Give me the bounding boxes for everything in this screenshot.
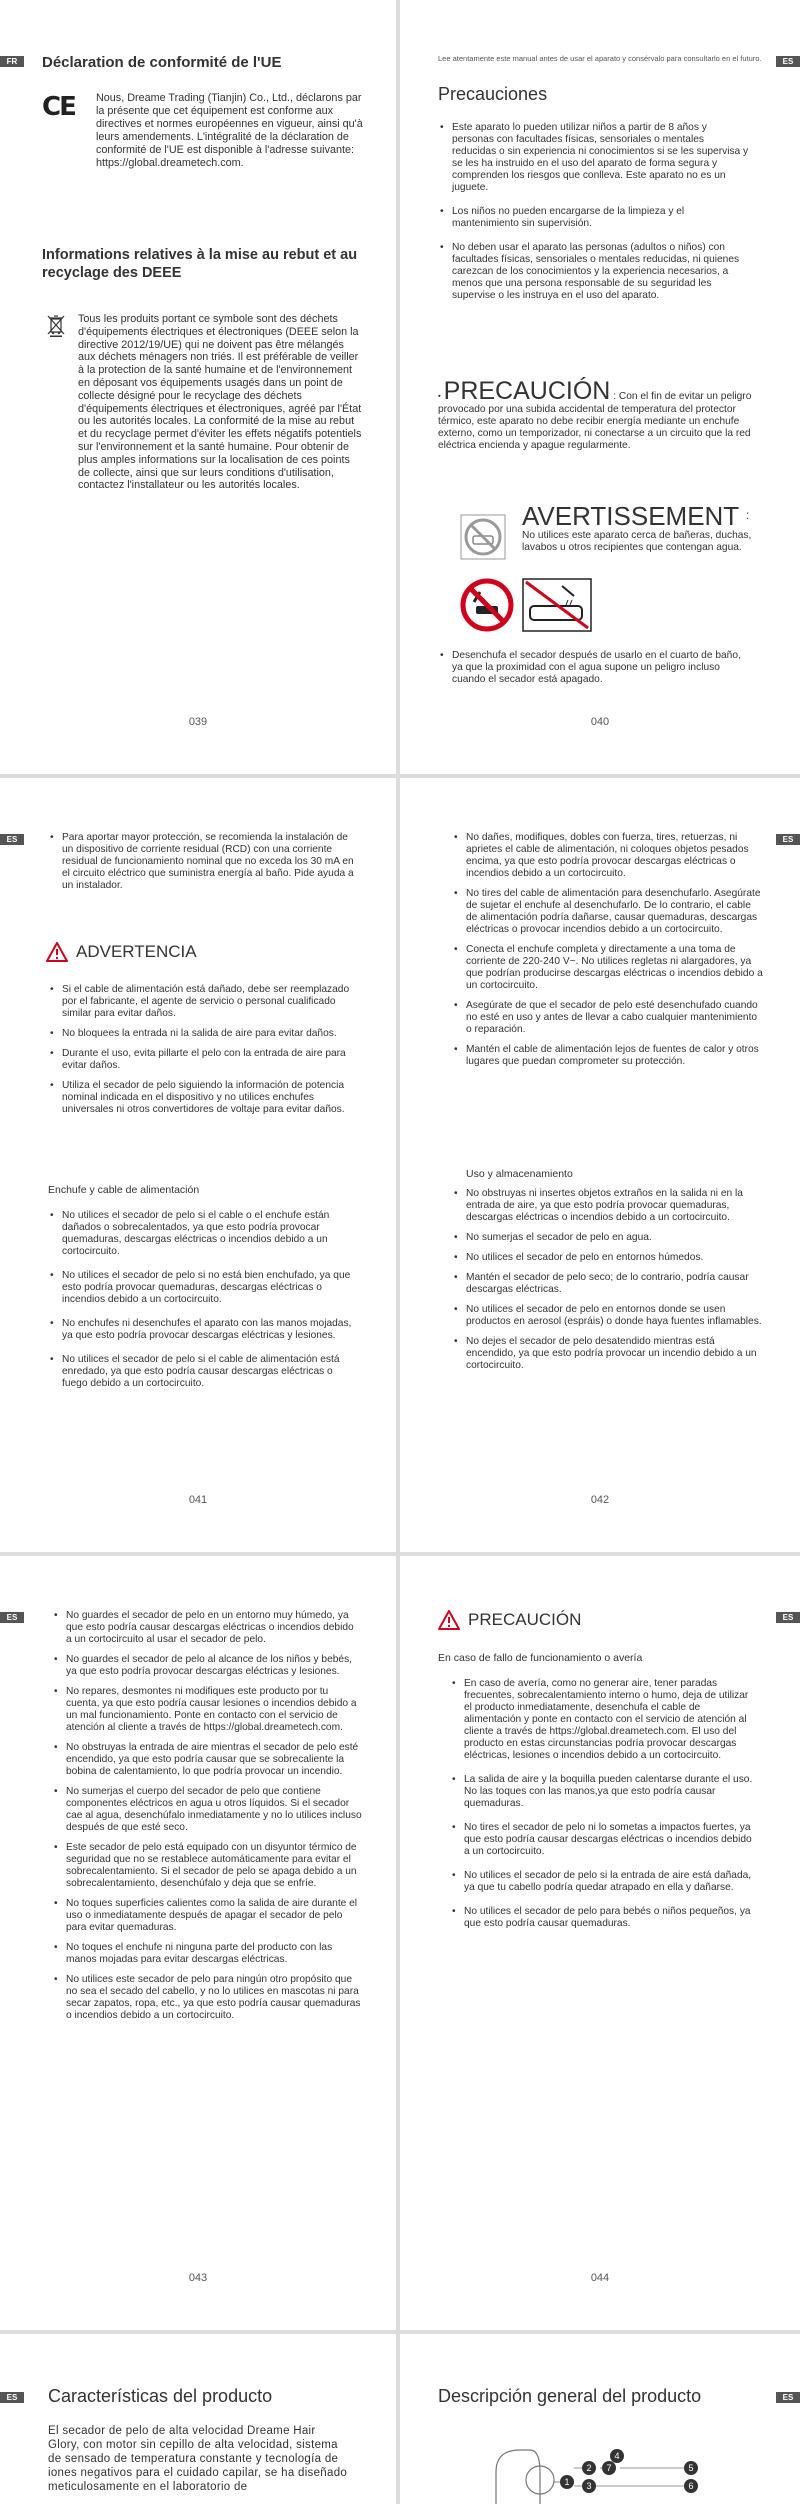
list-item: • No guardes el secador de pelo en un entorno muy húmedo, ya que esto podría causar descargas eléctricas o incendios debido a un cortocircuito al usar el secador de pelo. (52, 1610, 362, 1646)
list-item: • La salida de aire y la boquilla pueden calentarse durante el uso. No las toques con las manos,ya que esto podría causar quemaduras. (450, 1774, 754, 1810)
list-item: • No guardes el secador de pelo al alcance de los niños y bebés, ya que esto podría provocar descargas eléctricas y lesiones. (52, 1654, 362, 1678)
list-item: • Mantén el cable de alimentación lejos de fuentes de calor y otros lugares que puedan comprometer su protección. (452, 1044, 764, 1068)
list-item: • No bloquees la entrada ni la salida de aire para evitar daños. (48, 1028, 360, 1040)
section-subtitle: Uso y almacenamiento (466, 1168, 573, 1180)
deee-text: Tous les produits portant ce symbole sont des déchets d'équipements électriques et électroniques (DEEE selon la directive 2012/19/UE) qui ne doivent pas être mélangés aux déchets ménagers non triés. Il est préférable de veiller à la protection de la santé humaine et de l'environnement en déposant vos équipements usagés dans un point de collecte désigné pour le recyclage des déchets d'équipements électriques et électroniques, agréé par l'État ou les autorités locales. La conformité de la mise au rebut et du recyclage permet d'éviter les effets négatifs potentiels sur l'environnement et la santé humaine. Pour obtenir de plus amples informations sur la localisation de ces points de collecte, ainsi que sur leurs conditions d'utilisation, contactez l'installateur ou les autorités locales. (78, 313, 362, 492)
avertissement-text: No utilices este aparato cerca de bañeras, duchas, lavabos u otros recipientes que contengan agua. (522, 530, 752, 553)
list-item: • Desenchufa el secador después de usarlo en el cuarto de baño, ya que la proximidad con el agua supone un peligro incluso cuando el secador está apagado. (438, 650, 750, 686)
list-item: • No toques el enchufe ni ninguna parte del producto con las manos mojadas para evitar descargas eléctricas. (52, 1942, 362, 1966)
page-number: 040 (590, 716, 610, 728)
bathtub-warning-icon (460, 514, 506, 560)
page-043 (0, 1556, 396, 2330)
page-046 (400, 2334, 800, 2504)
page-041 (0, 778, 396, 1552)
page-title: Precauciones (438, 84, 548, 104)
page-title: Descripción general del producto (438, 2386, 702, 2406)
list-item: • No deben usar el aparato las personas (adultos o niños) con facultades físicas, sensoriales o mentales reducidas, ni quienes carezcan de los conocimientos y la experiencia necesarios, a menos que una persona responsable de su seguridad les supervise o les instruya en el uso del aparato. (438, 242, 750, 302)
caution-heading (438, 1610, 581, 1630)
malfunction-list (450, 1678, 754, 1942)
list-item: • No utilices el secador de pelo para bebés o niños pequeños, ya que esto podría causar quemaduras. (450, 1906, 754, 1930)
list-item: • No dejes el secador de pelo desatendido mientras está encendido, ya que esto podría provocar un incendio debido a un cortocircuito. (452, 1336, 764, 1372)
list-item: • No sumerjas el cuerpo del secador de pelo que contiene componentes eléctricos en agua u otros líquidos. Si el secador cae al agua, desenchúfalo inmediatamente y no lo utilices incluso después de que esté seco. (52, 1786, 362, 1834)
section-subtitle: Enchufe y cable de alimentación (48, 1184, 200, 1196)
rcd-list (48, 832, 360, 904)
precautions-list (438, 122, 750, 314)
cable-list (452, 832, 764, 1076)
callout-2: 2 (582, 2461, 596, 2475)
precaution-word: PRECAUCIÓN (443, 377, 611, 405)
list-item: • No utilices el secador de pelo si el cable de alimentación está enredado, ya que esto podría causar descargas eléctricas o fuego debido a un cortocircuito. (48, 1354, 360, 1390)
caution-title: PRECAUCIÓN (468, 1610, 582, 1629)
no-bath-use-icon (460, 578, 514, 632)
use-storage-list (452, 1188, 764, 1380)
warning-list (48, 984, 360, 1124)
list-item: • Este aparato lo pueden utilizar niños a partir de 8 años y personas con facultades físicas, sensoriales o mentales reducidas o sin experiencia ni conocimientos si se les supervisa y se les ha instruido en el uso del aparato de forma segura y comprenden los riesgos que conlleva. Este aparato no es un juguete. (438, 122, 750, 194)
page-number: 041 (188, 1494, 208, 1506)
callout-1: 1 (560, 2475, 574, 2489)
page-number: 039 (188, 716, 208, 728)
list-item: • Durante el uso, evita pillarte el pelo con la entrada de aire para evitar daños. (48, 1048, 360, 1072)
list-item: • Conecta el enchufe completa y directamente a una toma de corriente de 220-240 V~. No utilices regletas ni alargadores, ya que podrían producirse descargas eléctricas o incendios debido a un cortocircuito. (452, 944, 764, 992)
page-042 (400, 778, 800, 1552)
warning-triangle-icon (46, 942, 68, 962)
list-item: • No utilices el secador de pelo si la entrada de aire está dañada, ya que tu cabello podría quedar atrapado en ella y dañarse. (450, 1870, 754, 1894)
list-item: • Para aportar mayor protección, se recomienda la instalación de un dispositivo de corriente residual (RCD) con una corriente residual de funcionamiento nominal que no exceda los 30 mA en el circuito eléctrico que suministra energía al baño. Pide ayuda a un instalador. (48, 832, 360, 892)
language-tab: ES (0, 834, 24, 845)
callout-6: 6 (684, 2479, 698, 2493)
precaution-block: • PRECAUCIÓN : Con el fin de evitar un peligro provocado por una subida accidental de temperatura del protector térmico, este aparato no debe recibir energía mediante un enchufe externo, como un temporizador, ni conectarse a un circuito que la red eléctrica encienda y apague regularmente. (438, 377, 752, 451)
language-tab: ES (776, 2392, 800, 2403)
list-item: • Utiliza el secador de pelo siguiendo la información de potencia nominal indicada en el dispositivo y no utilices enchufes universales ni otros convertidores de voltaje para evitar daños. (48, 1080, 360, 1116)
list-item: • En caso de avería, como no generar aire, tener paradas frecuentes, sobrecalentamiento interno o humo, deja de utilizar el producto inmediatamente, desenchufa el cable de alimentación y ponte en contacto con el servicio de atención al cliente a través de https://global.dreametech.com. El uso del producto en estas circunstancias podría provocar descargas eléctricas, lesiones o incendios debido a un cortocircuito. (450, 1678, 754, 1762)
language-tab: ES (776, 834, 800, 845)
avertissement-colon: : (746, 508, 750, 522)
precautions-list-end (438, 650, 750, 698)
language-tab: ES (776, 56, 800, 67)
list-item: • No enchufes ni desenchufes el aparato con las manos mojadas, ya que esto podría provocar descargas eléctricas y lesiones. (48, 1318, 360, 1342)
storage-list (52, 1610, 362, 2030)
callout-3: 3 (582, 2479, 596, 2493)
list-item: • No tires del cable de alimentación para desenchufarlo. Asegúrate de sujetar el enchufe al desenchufarlo. De lo contrario, el cable de alimentación podría dañarse, causar quemaduras, descargas eléctricas o provocar incendios debido a un cortocircuito. (452, 888, 764, 936)
language-tab: FR (0, 56, 24, 67)
list-item: • No obstruyas ni insertes objetos extraños en la salida ni en la entrada de aire, ya que esto podría provocar quemaduras, descargas eléctricas o incendios debido a un cortocircuito. (452, 1188, 764, 1224)
avertissement-word: AVERTISSEMENT (522, 501, 740, 531)
language-tab: ES (0, 2392, 24, 2403)
list-item: • Asegúrate de que el secador de pelo esté desenchufado cuando no esté en uso y antes de llevar a cabo cualquier mantenimiento o reparación. (452, 1000, 764, 1036)
list-item: • No toques superficies calientes como la salida de aire durante el uso o inmediatamente después de apagar el secador de pelo para evitar quemaduras. (52, 1898, 362, 1934)
callout-7: 7 (602, 2461, 616, 2475)
page-title: Características del producto (48, 2386, 273, 2406)
list-item: • No sumerjas el secador de pelo en agua. (452, 1232, 764, 1244)
list-item: • No utilices el secador de pelo si no está bien enchufado, ya que esto podría provocar quemaduras, descargas eléctricas o incendios debido a un cortocircuito. (48, 1270, 360, 1306)
warning-title: ADVERTENCIA (76, 942, 197, 961)
page-title: Déclaration de conformité de l'UE (42, 54, 282, 71)
list-item: • Este secador de pelo está equipado con un disyuntor térmico de seguridad que no se restablece automáticamente para evitar el sobrecalentamiento. Si el secador de pelo se apaga debido a un sobrecalentamiento, desenchúfalo y deja que se enfríe. (52, 1842, 362, 1890)
shower-bathtub-icon (522, 578, 592, 632)
list-item: • No utilices el secador de pelo en entornos húmedos. (452, 1252, 764, 1264)
page-039 (0, 0, 396, 774)
list-item: • No obstruyas la entrada de aire mientras el secador de pelo esté encendido, ya que esto podría causar que se sobrecaliente la bobina de calentamiento, lo que podría provocar un incendio. (52, 1742, 362, 1778)
callout-4: 4 (610, 2449, 624, 2463)
list-item: • Mantén el secador de pelo seco; de lo contrario, podría causar descargas eléctricas. (452, 1272, 764, 1296)
page-number: 043 (188, 2272, 208, 2284)
page-number: 042 (590, 1494, 610, 1506)
page-number: 044 (590, 2272, 610, 2284)
language-tab: ES (0, 1612, 24, 1623)
page-045 (0, 2334, 396, 2504)
list-item: • No utilices el secador de pelo si el cable o el enchufe están dañados o sobrecalentados, ya que esto podría provocar quemaduras, descargas eléctricas o incendios debido a un cortocircuito. (48, 1210, 360, 1258)
list-item: • Si el cable de alimentación está dañado, debe ser reemplazado por el fabricante, el agente de servicio o personal cualificado similar para evitar daños. (48, 984, 360, 1020)
list-item: • No repares, desmontes ni modifiques este producto por tu cuenta, ya que esto podría causar lesiones o incendios debido a un mal funcionamiento. Ponte en contacto con el servicio de atención al cliente a través de https://global.dreametech.com. (52, 1686, 362, 1734)
list-item: • No utilices este secador de pelo para ningún otro propósito que no sea el secado del cabello, y no lo utilices en mascotas ni para secar zapatos, ropa, etc., ya que esto podría causar quemaduras o incendios debido a un cortocircuito. (52, 1974, 362, 2022)
ce-mark-icon: CE (42, 92, 75, 122)
ce-declaration-text: Nous, Dreame Trading (Tianjin) Co., Ltd., déclarons par la présente que cet équipement est conforme aux directives et normes européennes en vigueur, ainsi qu'à leurs amendements. L'intégralité de la déclaration de conformité de l'UE est disponible à l'adresse suivante: https://global.dreametech.com. (96, 92, 363, 169)
language-tab: ES (776, 1612, 800, 1623)
warning-heading (46, 942, 197, 962)
list-item: • No utilices el secador de pelo en entornos donde se usen productos en aerosol (espráis) o donde haya fuentes inflamables. (452, 1304, 764, 1328)
page-040 (400, 0, 800, 774)
callout-5: 5 (684, 2461, 698, 2475)
manual-note: Lee atentamente este manual antes de usar el aparato y consérvalo para consultarlo en el futuro. (438, 54, 762, 63)
section-subtitle: En caso de fallo de funcionamiento o avería (438, 1652, 643, 1664)
warning-triangle-icon (438, 1610, 460, 1630)
page-044 (400, 1556, 800, 2330)
features-text: El secador de pelo de alta velocidad Dreame Hair Glory, con motor sin cepillo de alta velocidad, sistema de sensado de temperatura constante y tecnología de iones negativos para el cuidado capilar, se ha diseñado meticulosamente en el laboratorio de (48, 2425, 348, 2493)
plug-cable-list (48, 1210, 360, 1402)
list-item: • No tires el secador de pelo ni lo sometas a impactos fuertes, ya que esto podría causar descargas eléctricas o incendios debido a un cortocircuito. (450, 1822, 754, 1858)
list-item: • Los niños no pueden encargarse de la limpieza y el mantenimiento sin supervisión. (438, 206, 750, 230)
deee-title: Informations relatives à la mise au rebut et au recyclage des DEEE (42, 247, 358, 281)
crossed-bin-icon (46, 313, 66, 337)
list-item: • No dañes, modifiques, dobles con fuerza, tires, retuerzas, ni aprietes el cable de alimentación, ni coloques objetos pesados encima, ya que esto podría provocar descargas eléctricas o incendios debido a un cortocircuito. (452, 832, 764, 880)
precaution-text: : Con el fin de evitar un peligro provocado por una subida accidental de temperatura del protector térmico, este aparato no debe recibir energía mediante un enchufe externo, como un temporizador, ni conectarse a un circuito que la red eléctrica encienda y apague regularmente. (438, 391, 752, 451)
